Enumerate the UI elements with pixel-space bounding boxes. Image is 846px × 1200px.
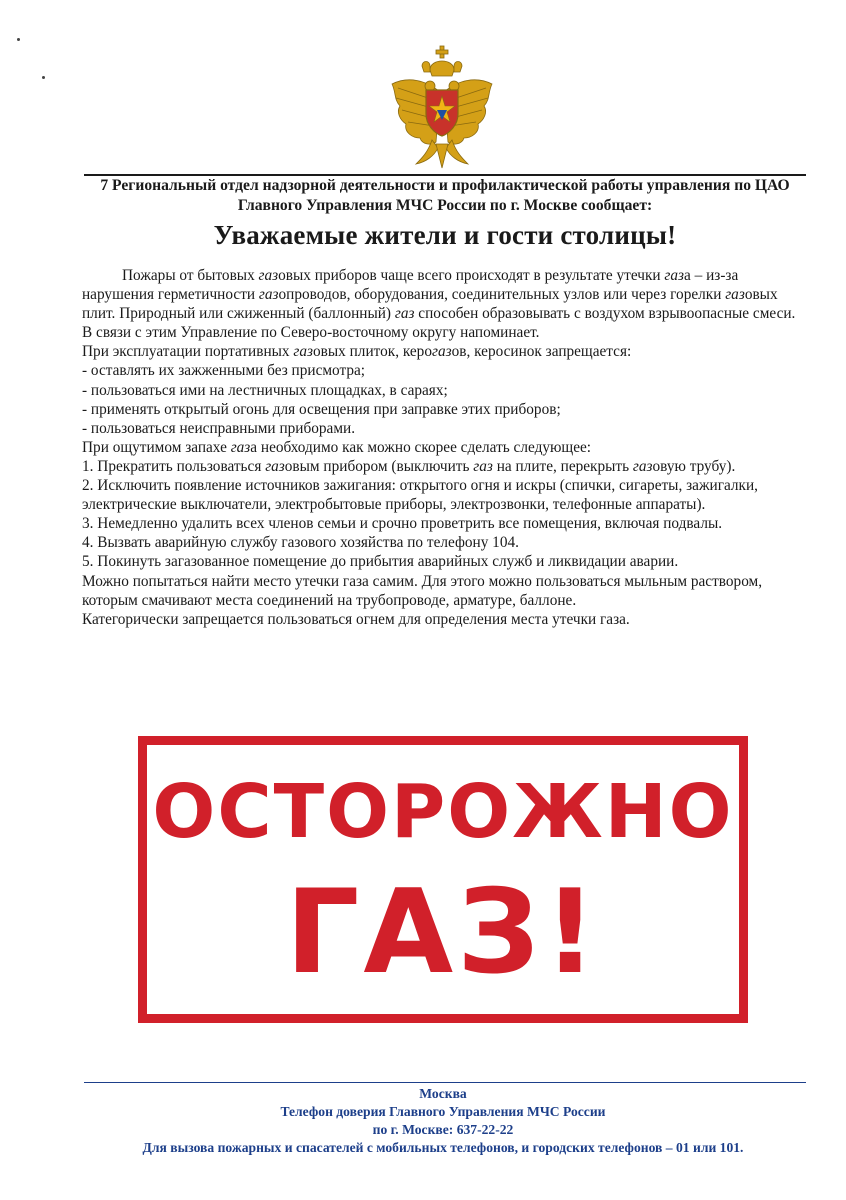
footer-hotline-number: по г. Москве: 637-22-22 bbox=[372, 1122, 514, 1137]
rule-item: - пользоваться ими на лестничных площадках, в сараях; bbox=[82, 381, 448, 399]
rule-item: - применять открытый огонь для освещения при заправке этих приборов; bbox=[82, 400, 561, 418]
footer-rule bbox=[84, 1082, 806, 1083]
footer-hotline: Телефон доверия Главного Управления МЧС России bbox=[280, 1104, 606, 1119]
notice-body bbox=[82, 266, 806, 629]
step-item: 2. Исключить появление источников зажигания: открытого огня и искры (спички, сигареты, зажигалки, электрические выключатели, электробытовые приборы, электрозвонки, телефонные аппараты). bbox=[82, 477, 758, 514]
crown-icon bbox=[422, 46, 462, 76]
warning-line-caution: ОСТОРОЖНО bbox=[152, 769, 734, 855]
fire-ban-line: Категорически запрещается пользоваться огнем для определения места утечки газа. bbox=[82, 610, 630, 628]
step-item: 4. Вызвать аварийную службу газового хозяйства по телефону 104. bbox=[82, 534, 519, 552]
organization-header: 7 Региональный отдел надзорной деятельности и профилактической работы управления по ЦАО Главного Управления МЧС России по г. Москве сообщает: bbox=[100, 177, 790, 214]
footer bbox=[60, 1085, 826, 1157]
prohibition-intro: При эксплуатации портативных газовых плиток, керогазов, керосинок запрещается: bbox=[82, 343, 632, 361]
leak-check-paragraph: Можно попытаться найти место утечки газа самим. Для этого можно пользоваться мыльным раствором, которым смачивают места соединений на трубопроводе, арматуре, баллоне. bbox=[82, 572, 763, 609]
intro-paragraph: Пожары от бытовых газовых приборов чаще всего происходят в результате утечки газа – из-за нарушения герметичности газопроводов, оборудования, соединительных узлов или через горелки газовых плит. Природный или сжиженный (баллонный) газ способен образовывать с воздухом взрывоопасные смеси. bbox=[82, 267, 796, 323]
step-item: 5. Покинуть загазованное помещение до прибытия аварийных служб и ликвидации аварии. bbox=[82, 553, 679, 571]
greeting-title: Уважаемые жители и гости столицы! bbox=[213, 220, 677, 250]
rule-item: - пользоваться неисправными приборами. bbox=[82, 419, 356, 437]
step-item: 1. Прекратить пользоваться газовым прибором (выключить газ на плите, перекрыть газовую трубу). bbox=[82, 457, 736, 475]
rule-item: - оставлять их зажженными без присмотра; bbox=[82, 362, 366, 380]
footer-emergency-numbers: Для вызова пожарных и спасателей с мобильных телефонов, и городских телефонов – 01 или 101. bbox=[142, 1140, 744, 1155]
step-item: 3. Немедленно удалить всех членов семьи и срочно проветрить все помещения, включая подвалы. bbox=[82, 515, 723, 533]
scan-speck bbox=[42, 76, 45, 79]
gas-smell-intro: При ощутимом запахе газа необходимо как можно скорее сделать следующее: bbox=[82, 438, 592, 456]
emchs-eagle-emblem-icon bbox=[386, 40, 498, 172]
scan-speck bbox=[17, 38, 20, 41]
reminder-line: В связи с этим Управление по Северо-восточному округу напоминает. bbox=[82, 324, 540, 342]
warning-line-gas: ГАЗ! bbox=[285, 865, 601, 1000]
footer-city: Москва bbox=[419, 1086, 467, 1101]
warning-sign bbox=[138, 736, 748, 1023]
